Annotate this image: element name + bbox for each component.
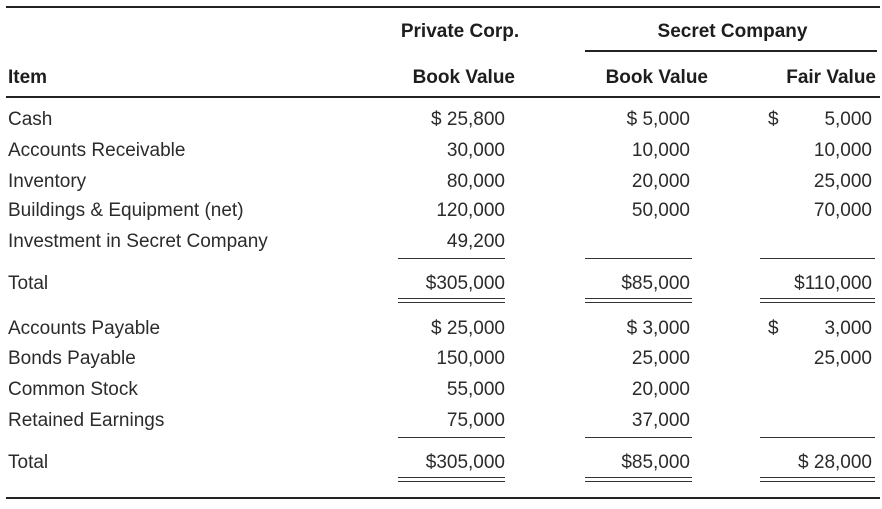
top-rule <box>6 6 880 8</box>
row-item: Buildings & Equipment (net) <box>8 200 244 221</box>
header-private-corp: Private Corp. <box>400 21 520 42</box>
row-pc-book: 80,000 <box>446 171 505 192</box>
bottom-rule <box>6 497 880 499</box>
row-sc-book: $ 5,000 <box>626 109 690 130</box>
subtotal-underline <box>760 437 875 438</box>
total-double-underline <box>398 298 505 299</box>
total-double-underline <box>398 302 505 303</box>
subtotal-underline <box>398 437 505 438</box>
header-rule <box>6 96 880 98</box>
row-item: Common Stock <box>8 379 138 400</box>
row-pc-book: 120,000 <box>436 200 505 221</box>
row-item: Bonds Payable <box>8 348 136 369</box>
header-sc-fair-value: Fair Value <box>786 67 876 88</box>
row-pc-book: 75,000 <box>446 410 505 431</box>
row-sc-fair: $110,000 <box>794 273 872 294</box>
row-pc-book: 30,000 <box>446 140 505 161</box>
total-double-underline <box>760 481 875 482</box>
row-item: Cash <box>8 109 53 130</box>
header-sc-book-value: Book Value <box>605 67 708 88</box>
header-item: Item <box>8 67 48 88</box>
row-sc-fair: 25,000 <box>813 171 872 192</box>
row-pc-book: 49,200 <box>446 231 505 252</box>
row-item: Accounts Receivable <box>8 140 186 161</box>
row-pc-book: $ 25,000 <box>431 318 505 339</box>
row-sc-fair-currency: $ <box>768 318 779 339</box>
row-sc-fair: 10,000 <box>813 140 872 161</box>
row-item: Investment in Secret Company <box>8 231 268 252</box>
row-sc-fair: $ 28,000 <box>798 452 872 473</box>
subtotal-underline <box>585 258 692 259</box>
row-item: Total <box>8 452 49 473</box>
row-sc-book: $85,000 <box>621 273 690 294</box>
row-sc-fair: 70,000 <box>813 200 872 221</box>
row-pc-book: $ 25,800 <box>431 109 505 130</box>
row-sc-book: 20,000 <box>631 171 690 192</box>
row-item: Inventory <box>8 171 87 192</box>
total-double-underline <box>760 302 875 303</box>
header-secret-company: Secret Company <box>657 21 808 42</box>
row-pc-book: $305,000 <box>425 273 505 294</box>
total-double-underline <box>398 477 505 478</box>
row-sc-fair: 5,000 <box>824 109 872 130</box>
row-item: Total <box>8 273 49 294</box>
subtotal-underline <box>398 258 505 259</box>
row-pc-book: 55,000 <box>446 379 505 400</box>
row-item: Accounts Payable <box>8 318 161 339</box>
row-sc-book: 50,000 <box>631 200 690 221</box>
row-sc-book: 37,000 <box>631 410 690 431</box>
subtotal-underline <box>760 258 875 259</box>
total-double-underline <box>760 477 875 478</box>
total-double-underline <box>760 298 875 299</box>
subtotal-underline <box>585 437 692 438</box>
row-sc-book: 20,000 <box>631 379 690 400</box>
row-item: Retained Earnings <box>8 410 165 431</box>
row-sc-book: 25,000 <box>631 348 690 369</box>
row-pc-book: 150,000 <box>436 348 505 369</box>
row-sc-book: $85,000 <box>621 452 690 473</box>
total-double-underline <box>585 481 692 482</box>
row-sc-fair: 25,000 <box>813 348 872 369</box>
total-double-underline <box>585 477 692 478</box>
row-sc-book: $ 3,000 <box>626 318 690 339</box>
total-double-underline <box>398 481 505 482</box>
secret-company-header-rule <box>585 50 877 52</box>
row-sc-book: 10,000 <box>631 140 690 161</box>
total-double-underline <box>585 302 692 303</box>
row-sc-fair: 3,000 <box>824 318 872 339</box>
total-double-underline <box>585 298 692 299</box>
row-sc-fair-currency: $ <box>768 109 779 130</box>
row-pc-book: $305,000 <box>425 452 505 473</box>
header-pc-book-value: Book Value <box>412 67 515 88</box>
